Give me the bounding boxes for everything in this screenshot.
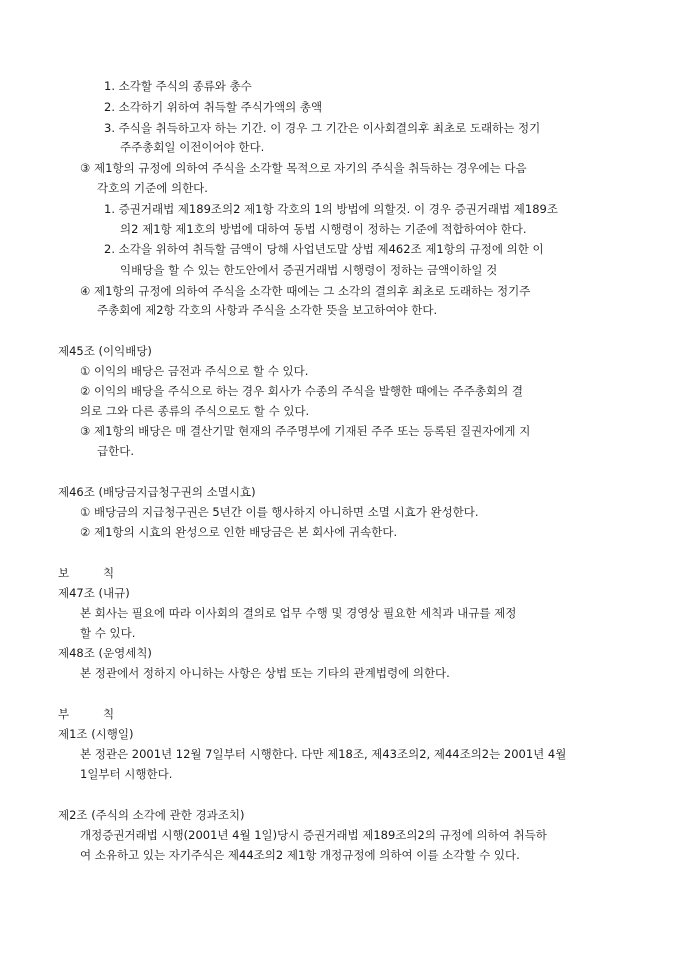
- item-3-cont: 주주총회일 이전이어야 한다.: [120, 140, 265, 154]
- sub-item-1-cont: 의2 제1항 제1호의 방법에 대하여 동법 시행령이 정하는 기준에 적합하여야 한다.: [120, 222, 527, 236]
- paragraph-3: ③ 제1항의 규정에 의하여 주식을 소각할 목적으로 자기의 주식을 취득하는 경우에는 다음: [80, 161, 527, 175]
- supp-article-2-body: 개정증권거래법 시행(2001년 4월 1일)당시 증권거래법 제189조의2의 규정에 의하여 취득하: [80, 828, 547, 842]
- article-45-p2-cont: 의로 그와 다른 종류의 주식으로도 할 수 있다.: [80, 404, 310, 418]
- buchik-heading-part-b: 칙: [103, 707, 115, 721]
- article-48-body: 본 정관에서 정하지 아니하는 사항은 상법 또는 기타의 관계법령에 의한다.: [80, 666, 450, 680]
- supp-article-2-title: 제2조 (주식의 소각에 관한 경과조치): [58, 808, 245, 822]
- paragraph-4: ④ 제1항의 규정에 의하여 주식을 소각한 때에는 그 소각의 결의후 최초로 도래하는 정기주: [80, 284, 531, 298]
- item-2: 2. 소각하기 위하여 취득할 주식가액의 총액: [104, 100, 323, 114]
- item-1: 1. 소각할 주식의 종류와 총수: [104, 79, 252, 93]
- article-45-title: 제45조 (이익배당): [58, 344, 152, 358]
- article-46-p1: ① 배당금의 지급청구권은 5년간 이를 행사하지 아니하면 소멸 시효가 완성한다.: [80, 505, 479, 519]
- sub-item-1: 1. 증권거래법 제189조의2 제1항 각호의 1의 방법에 의할것. 이 경우 증권거래법 제189조: [104, 202, 558, 216]
- article-48-title: 제48조 (운영세칙): [58, 646, 152, 660]
- supp-article-2-body-cont: 여 소유하고 있는 자기주식은 제44조의2 제1항 개정규정에 의하여 이를 소각할 수 있다.: [80, 848, 520, 862]
- item-3: 3. 주식을 취득하고자 하는 기간. 이 경우 그 기간은 이사회결의후 최초로 도래하는 정기: [104, 121, 541, 135]
- supp-article-1-body: 본 정관은 2001년 12월 7일부터 시행한다. 다만 제18조, 제43조의2, 제44조의2는 2001년 4월: [80, 747, 567, 761]
- supp-article-1-body-cont: 1일부터 시행한다.: [80, 767, 173, 781]
- article-45-p2: ② 이익의 배당을 주식으로 하는 경우 회사가 수종의 주식을 발행한 때에는 주주총회의 결: [80, 384, 523, 398]
- supp-article-1-title: 제1조 (시행일): [58, 727, 134, 741]
- sub-item-2-cont: 익배당을 할 수 있는 한도안에서 증권거래법 시행령이 정하는 금액이하일 것: [120, 263, 498, 277]
- bochik-heading-part-a: 보: [58, 566, 70, 580]
- article-47-title: 제47조 (내규): [58, 586, 130, 600]
- article-46-p2: ② 제1항의 시효의 완성으로 인한 배당금은 본 회사에 귀속한다.: [80, 525, 398, 539]
- paragraph-3-cont: 각호의 기준에 의한다.: [97, 181, 208, 195]
- paragraph-4-cont: 주총회에 제2항 각호의 사항과 주식을 소각한 뜻을 보고하여야 한다.: [97, 303, 438, 317]
- buchik-heading-part-a: 부: [58, 707, 70, 721]
- sub-item-2: 2. 소각을 위하여 취득할 금액이 당해 사업년도말 상법 제462조 제1항의 규정에 의한 이: [104, 242, 544, 256]
- article-47-body-cont: 할 수 있다.: [80, 626, 136, 640]
- article-45-p1: ① 이익의 배당은 금전과 주식으로 할 수 있다.: [80, 364, 309, 378]
- bochik-heading-part-b: 칙: [103, 566, 115, 580]
- article-46-title: 제46조 (배당금지급청구권의 소멸시효): [58, 485, 256, 499]
- article-45-p3: ③ 제1항의 배당은 매 결산기말 현재의 주주명부에 기재된 주주 또는 등록된 질권자에게 지: [80, 424, 531, 438]
- article-47-body: 본 회사는 필요에 따라 이사회의 결의로 업무 수행 및 경영상 필요한 세칙과 내규를 제정: [80, 606, 517, 620]
- article-45-p3-cont: 급한다.: [97, 444, 134, 458]
